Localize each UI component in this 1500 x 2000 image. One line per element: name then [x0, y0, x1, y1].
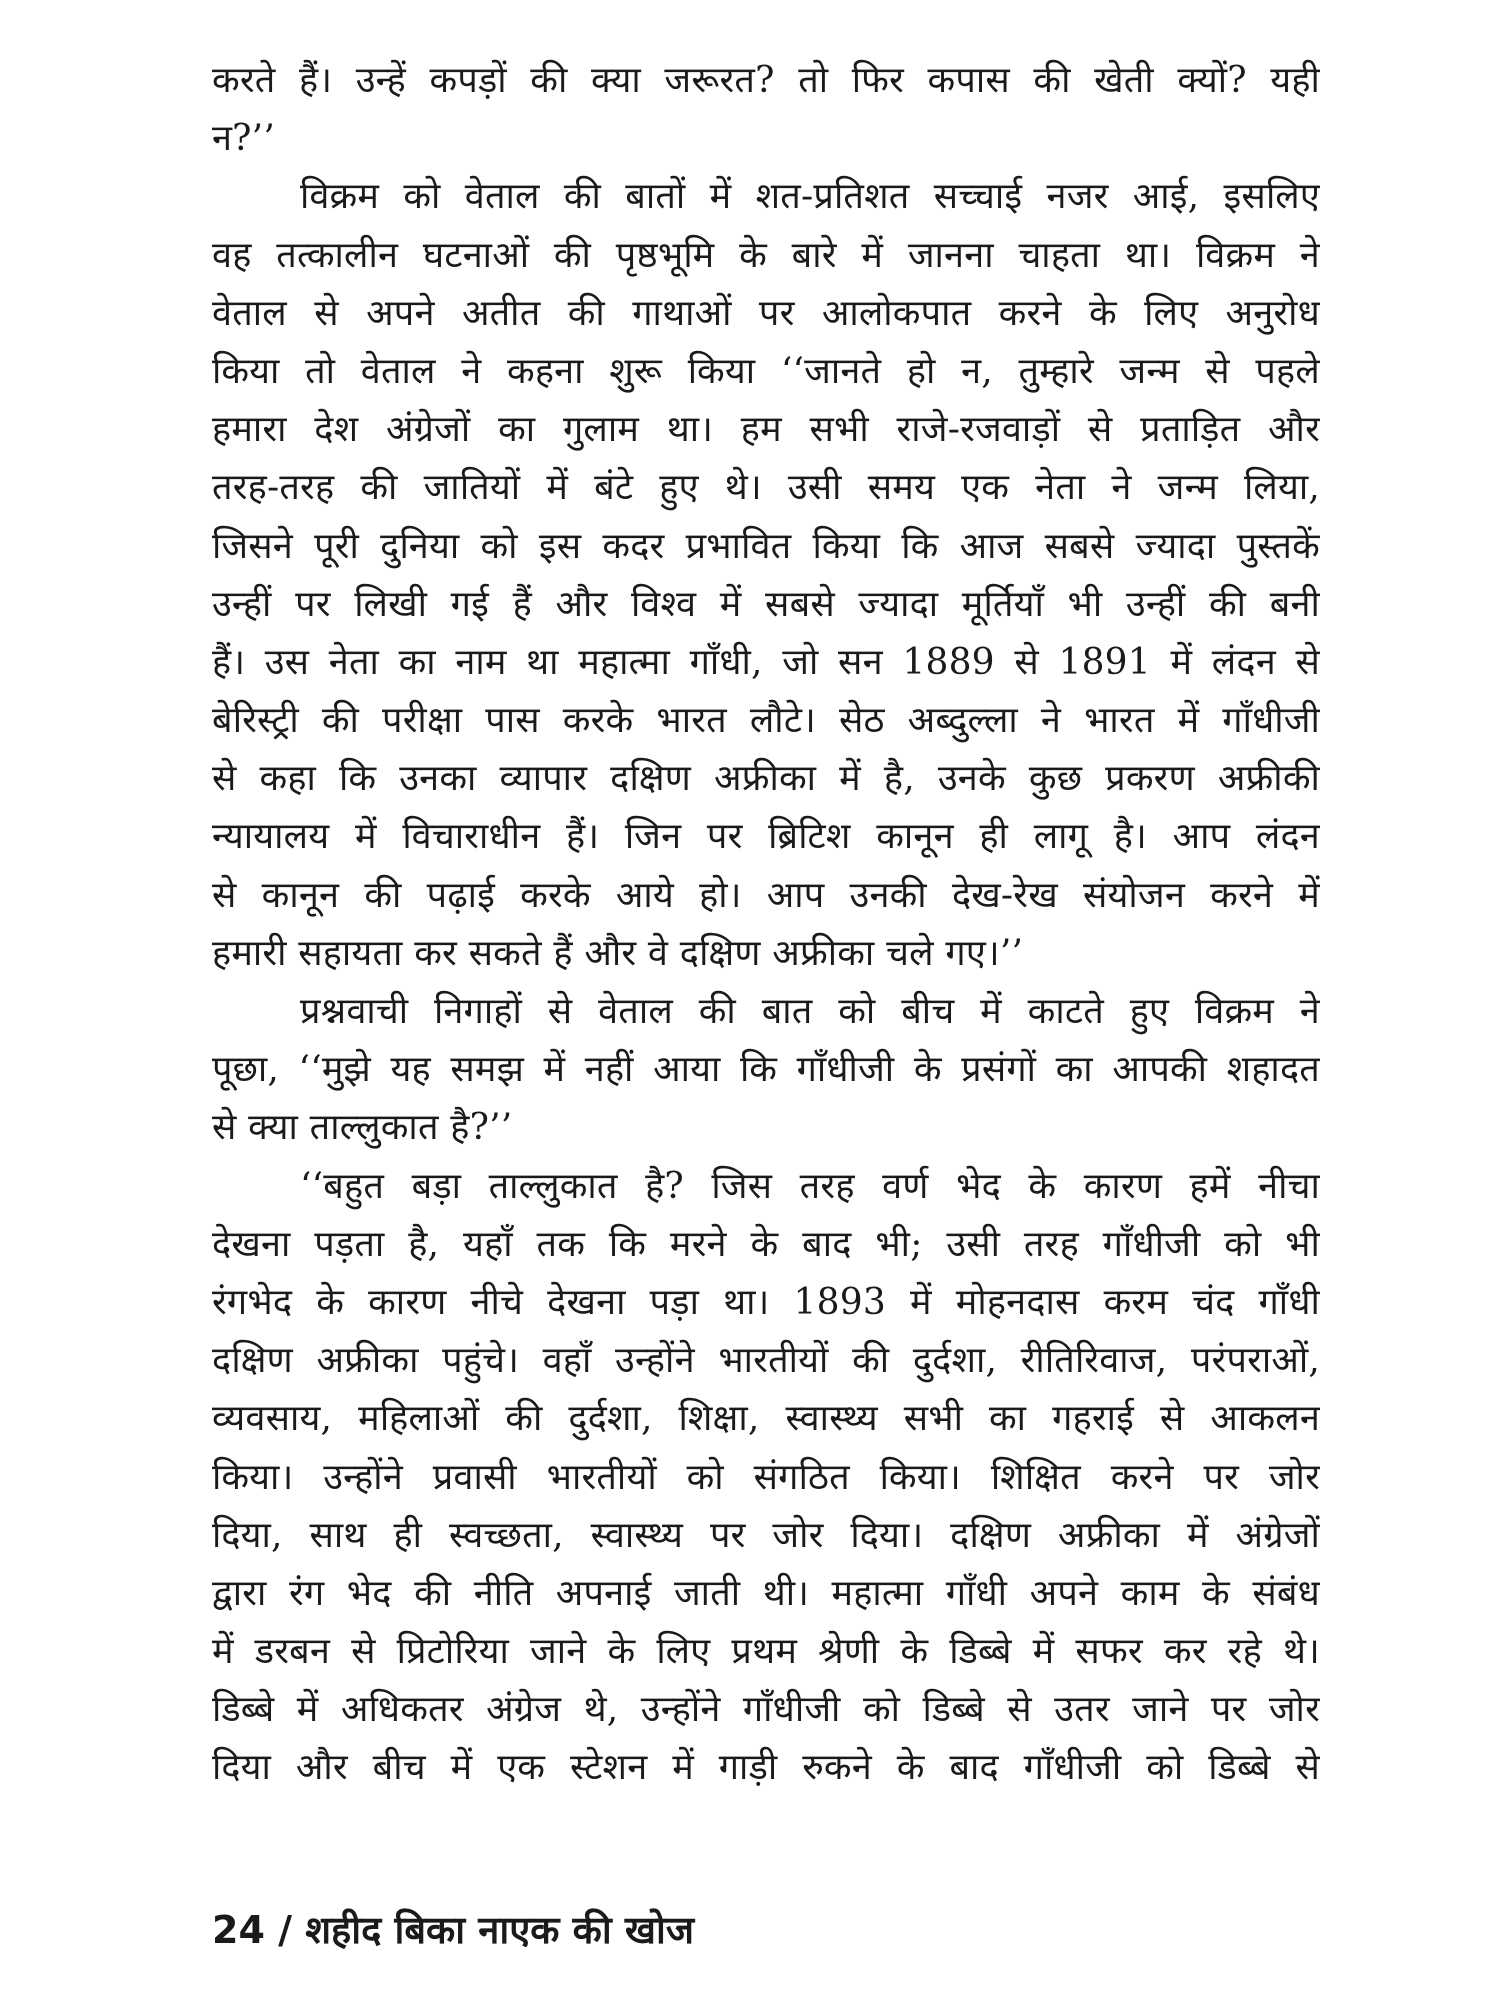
- text-line: दक्षिण अफ्रीका पहुंचे। वहाँ उन्होंने भारतीयों की दुर्दशा, रीतिरिवाज, परंपराओं,: [212, 1340, 1320, 1382]
- body-text: [212, 52, 1320, 1798]
- text-line: उन्हीं पर लिखी गई हैं और विश्व में सबसे ज्यादा मूर्तियाँ भी उन्हीं की बनी: [212, 583, 1320, 625]
- text-line: हमारी सहायता कर सकते हैं और वे दक्षिण अफ्रीका चले गए।’’: [212, 932, 1024, 974]
- text-line: वेताल से अपने अतीत की गाथाओं पर आलोकपात करने के लिए अनुरोध: [212, 292, 1320, 334]
- text-line: रंगभेद के कारण नीचे देखना पड़ा था। 1893 में मोहनदास करम चंद गाँधी: [212, 1281, 1320, 1323]
- text-line: न्यायालय में विचाराधीन हैं। जिन पर ब्रिटिश कानून ही लागू है। आप लंदन: [212, 816, 1320, 858]
- text-line: से कहा कि उनका व्यापार दक्षिण अफ्रीका में है, उनके कुछ प्रकरण अफ्रीकी: [212, 758, 1320, 800]
- text-line: देखना पड़ता है, यहाँ तक कि मरने के बाद भी; उसी तरह गाँधीजी को भी: [212, 1223, 1320, 1265]
- page-footer: 24 / शहीद बिका नाएक की खोज: [212, 1908, 695, 1952]
- text-line: हैं। उस नेता का नाम था महात्मा गाँधी, जो सन 1889 से 1891 में लंदन से: [212, 641, 1320, 683]
- text-line: जिसने पूरी दुनिया को इस कदर प्रभावित किया कि आज सबसे ज्यादा पुस्तकें: [212, 525, 1320, 567]
- text-line: डिब्बे में अधिकतर अंग्रेज थे, उन्होंने गाँधीजी को डिब्बे से उतर जाने पर जोर: [212, 1689, 1320, 1731]
- text-line: दिया, साथ ही स्वच्छता, स्वास्थ्य पर जोर दिया। दक्षिण अफ्रीका में अंग्रेजों: [212, 1514, 1320, 1556]
- text-line: दिया और बीच में एक स्टेशन में गाड़ी रुकने के बाद गाँधीजी को डिब्बे से: [212, 1747, 1320, 1789]
- text-line: किया। उन्होंने प्रवासी भारतीयों को संगठित किया। शिक्षित करने पर जोर: [212, 1456, 1320, 1498]
- text-line: से कानून की पढ़ाई करके आये हो। आप उनकी देख-रेख संयोजन करने में: [212, 874, 1320, 916]
- text-line: द्वारा रंग भेद की नीति अपनाई जाती थी। महात्मा गाँधी अपने काम के संबंध: [212, 1572, 1320, 1614]
- text-line: विक्रम को वेताल की बातों में शत-प्रतिशत सच्चाई नजर आई, इसलिए: [300, 176, 1320, 218]
- text-line: करते हैं। उन्हें कपड़ों की क्या जरूरत? तो फिर कपास की खेती क्यों? यही: [212, 60, 1320, 101]
- text-line: ‘‘बहुत बड़ा ताल्लुकात है? जिस तरह वर्ण भेद के कारण हमें नीचा: [300, 1165, 1320, 1207]
- text-line: से क्या ताल्लुकात है?’’: [212, 1107, 513, 1149]
- text-line: हमारा देश अंग्रेजों का गुलाम था। हम सभी राजे-रजवाड़ों से प्रताड़ित और: [212, 409, 1320, 451]
- text-line: व्यवसाय, महिलाओं की दुर्दशा, शिक्षा, स्वास्थ्य सभी का गहराई से आकलन: [212, 1398, 1320, 1440]
- text-line: न?’’: [212, 118, 275, 160]
- text-line: तरह-तरह की जातियों में बंटे हुए थे। उसी समय एक नेता ने जन्म लिया,: [212, 467, 1320, 509]
- text-line: पूछा, ‘‘मुझे यह समझ में नहीं आया कि गाँधीजी के प्रसंगों का आपकी शहादत: [212, 1049, 1320, 1091]
- text-line: प्रश्नवाची निगाहों से वेताल की बात को बीच में काटते हुए विक्रम ने: [300, 991, 1320, 1032]
- text-line: में डरबन से प्रिटोरिया जाने के लिए प्रथम श्रेणी के डिब्बे में सफर कर रहे थे।: [212, 1631, 1320, 1673]
- text-line: बेरिस्ट्री की परीक्षा पास करके भारत लौटे। सेठ अब्दुल्ला ने भारत में गाँधीजी: [212, 700, 1320, 742]
- text-line: वह तत्कालीन घटनाओं की पृष्ठभूमि के बारे में जानना चाहता था। विक्रम ने: [212, 234, 1320, 276]
- text-line: किया तो वेताल ने कहना शुरू किया ‘‘जानते हो न, तुम्हारे जन्म से पहले: [212, 350, 1320, 392]
